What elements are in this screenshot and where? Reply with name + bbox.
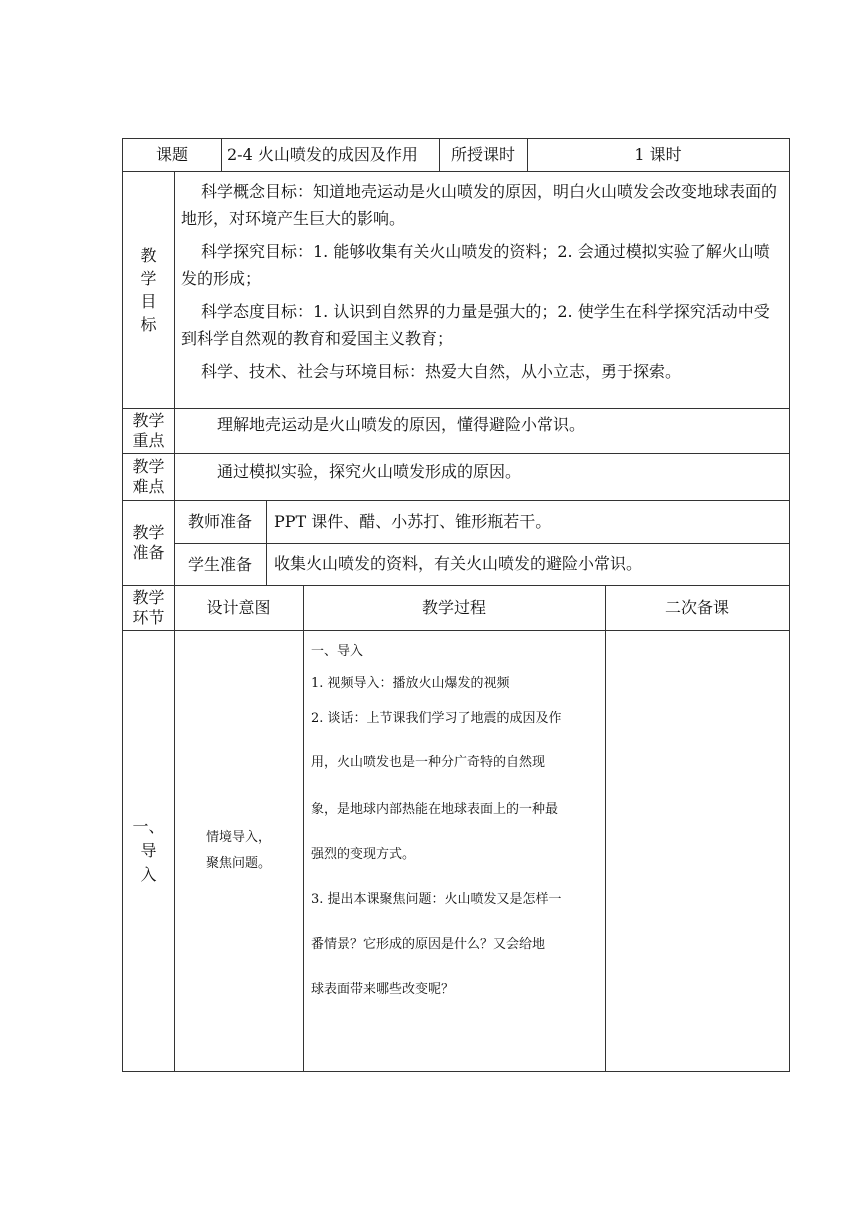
process-line: 2. 谈话：上节课我们学习了地震的成因及作 <box>311 711 562 726</box>
hours-value: 1 课时 <box>634 145 682 164</box>
student-prep-label: 学生准备 <box>187 555 252 574</box>
process-line: 强烈的变现方式。 <box>311 847 416 862</box>
design-header: 设计意图 <box>206 598 271 617</box>
hours-label: 所授课时 <box>450 145 515 164</box>
key-points-label: 教学 重点 <box>132 411 165 450</box>
stage-header: 教学 环节 <box>132 588 165 627</box>
goals-content <box>181 172 785 408</box>
process-line: 象，是地球内部热能在地球表面上的一种最 <box>311 802 559 817</box>
goals-row <box>123 172 789 409</box>
preparation-row <box>123 501 789 586</box>
goal-attitude: 科学态度目标：1. 认识到自然界的力量是强大的；2. 使学生在科学探究活动中受到科学自然观的教育和爱国主义教育； <box>181 302 770 348</box>
lesson-plan-table <box>122 138 790 1072</box>
difficulties-label: 教学 难点 <box>132 457 165 496</box>
goal-sts: 科学、技术、社会与环境目标：热爱大自然，从小立志，勇于探索。 <box>201 362 682 381</box>
teacher-prep-label: 教师准备 <box>187 512 252 531</box>
teacher-prep-text: PPT 课件、醋、小苏打、锥形瓶若干。 <box>274 512 552 531</box>
process-line: 1. 视频导入：播放火山爆发的视频 <box>311 676 510 691</box>
preparation-label: 教学 准备 <box>132 523 165 562</box>
process-line: 3. 提出本课聚焦问题：火山喷发又是怎样一 <box>311 892 562 907</box>
notes-header: 二次备课 <box>664 598 729 617</box>
key-points-text: 理解地壳运动是火山喷发的原因，懂得避险小常识。 <box>217 415 586 434</box>
intro-design: 情境导入， 聚焦问题。 <box>205 830 271 871</box>
difficulties-row <box>123 454 789 501</box>
process-header: 教学过程 <box>421 598 486 617</box>
topic-row <box>123 139 789 172</box>
goals-label-char: 标 <box>140 315 157 334</box>
process-line: 球表面带来哪些改变呢？ <box>311 982 455 997</box>
goals-label <box>123 172 174 408</box>
process-header-row <box>123 586 789 631</box>
student-prep-text: 收集火山喷发的资料，有关火山喷发的避险小常识。 <box>274 554 643 573</box>
difficulties-text: 通过模拟实验，探究火山喷发形成的原因。 <box>217 462 522 481</box>
goals-label-char: 学 <box>140 269 157 288</box>
intro-stage: 一、 导 入 <box>132 817 165 884</box>
intro-section-row <box>123 631 789 1071</box>
intro-process <box>311 631 601 1071</box>
goals-label-char: 教 <box>140 246 157 265</box>
topic-value: 2-4 火山喷发的成因及作用 <box>227 145 418 164</box>
key-points-row <box>123 409 789 454</box>
process-line: 一、导入 <box>311 644 364 659</box>
goals-label-char: 目 <box>140 292 157 311</box>
process-line: 番情景？它形成的原因是什么？又会给地 <box>311 937 546 952</box>
goal-inquiry: 科学探究目标：1. 能够收集有关火山喷发的资料；2. 会通过模拟实验了解火山喷发的形成； <box>181 242 770 288</box>
intro-notes <box>605 631 789 1071</box>
topic-label: 课题 <box>155 145 188 164</box>
process-line: 用，火山喷发也是一种分广奇特的自然现 <box>311 755 546 770</box>
goal-concept: 科学概念目标：知道地壳运动是火山喷发的原因，明白火山喷发会改变地球表面的地形，对环境产生巨大的影响。 <box>181 182 778 228</box>
